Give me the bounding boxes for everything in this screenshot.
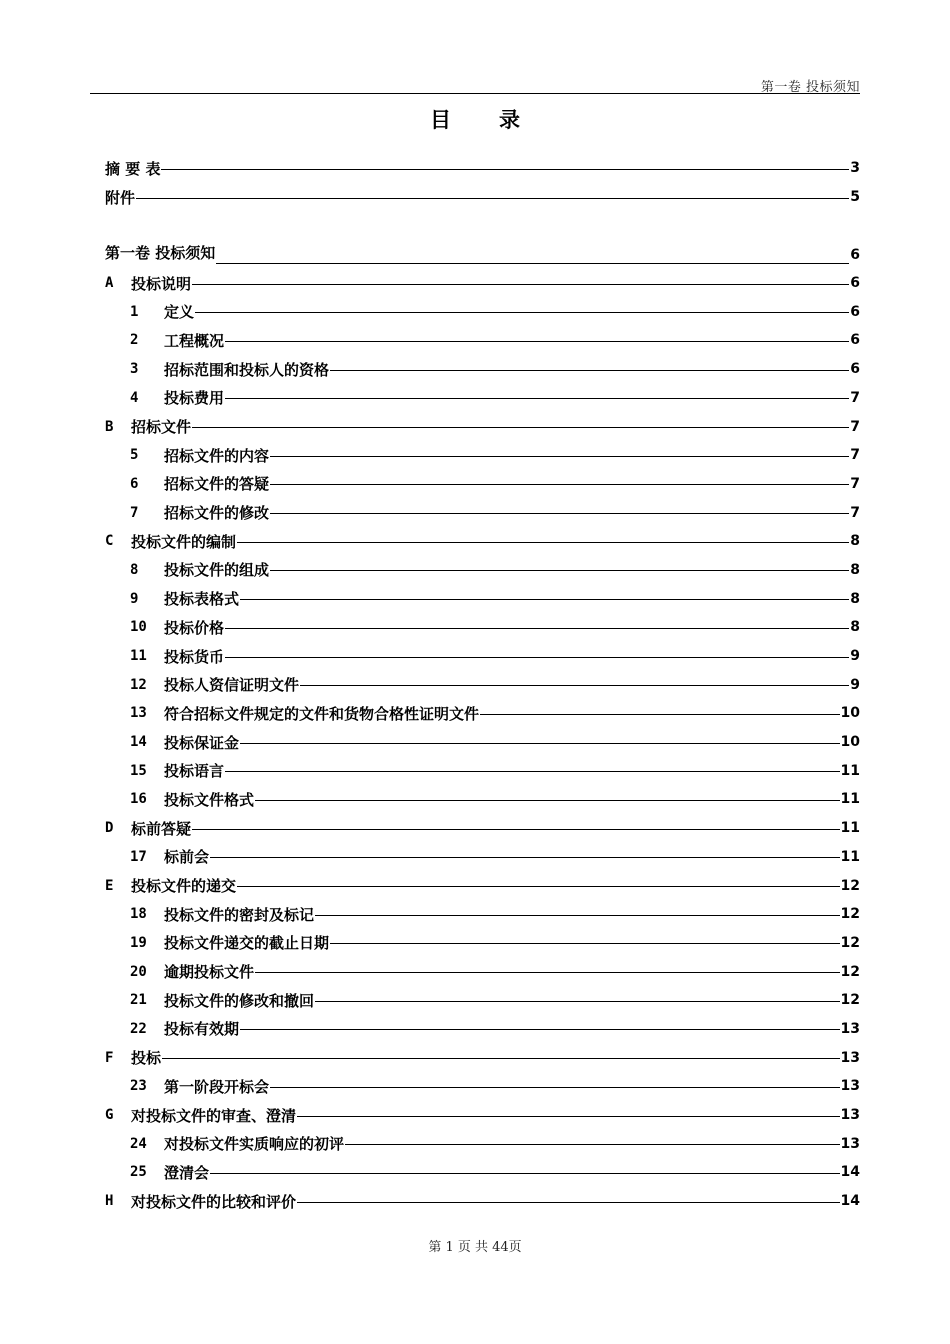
toc-entry[interactable] <box>105 1158 860 1187</box>
toc-entry-page: 6 <box>850 361 860 378</box>
toc-entry-page: 9 <box>850 648 860 665</box>
running-header: 第一卷 投标须知 <box>760 80 860 95</box>
toc-leader-line <box>192 284 849 285</box>
toc-entry-page: 10 <box>840 734 860 751</box>
toc-entry-number: 18 <box>130 906 147 923</box>
toc-entry-title: 逾期投标文件 <box>164 963 255 982</box>
toc-entry-title: 投标文件的组成 <box>164 561 270 580</box>
toc-entry-title: 投标语言 <box>164 762 225 781</box>
toc-leader-line <box>136 198 849 199</box>
toc-entry[interactable] <box>105 929 860 958</box>
toc-entry-number: 11 <box>130 648 147 665</box>
toc-entry[interactable] <box>105 900 860 929</box>
toc-leader-line <box>270 513 849 514</box>
toc-entry[interactable] <box>105 297 860 326</box>
toc-leader-line <box>210 1173 840 1174</box>
toc-entry[interactable] <box>105 211 860 268</box>
toc-entry-page: 11 <box>840 848 860 865</box>
toc-entry-page: 14 <box>840 1164 860 1181</box>
toc-entry-title: 第一阶段开标会 <box>164 1077 270 1096</box>
toc-entry-page: 11 <box>840 791 860 808</box>
toc-entry[interactable] <box>105 326 860 355</box>
toc-entry[interactable] <box>105 986 860 1015</box>
toc-entry[interactable] <box>105 1072 860 1101</box>
toc-entry[interactable] <box>105 412 860 441</box>
toc-entry-title: 投标文件的编制 <box>131 532 237 551</box>
toc-leader-line <box>237 542 849 543</box>
toc-leader-line <box>345 1144 840 1145</box>
toc-entry-number: 22 <box>130 1020 147 1037</box>
toc-entry[interactable] <box>105 871 860 900</box>
toc-entry-title: 投标保证金 <box>164 733 240 752</box>
toc-entry-page: 13 <box>840 1020 860 1037</box>
table-of-contents <box>105 154 860 1215</box>
toc-leader-line <box>297 1202 840 1203</box>
toc-leader-line <box>195 312 849 313</box>
toc-entry[interactable] <box>105 498 860 527</box>
toc-entry-number: 1 <box>130 303 139 320</box>
toc-entry-title: 投标货币 <box>164 647 225 666</box>
toc-entry-title: 投标价格 <box>164 618 225 637</box>
toc-entry-number: 21 <box>130 992 147 1009</box>
toc-entry-page: 8 <box>850 590 860 607</box>
toc-entry[interactable] <box>105 1043 860 1072</box>
toc-entry-number: 17 <box>130 848 147 865</box>
toc-entry-page: 6 <box>850 246 860 263</box>
toc-entry-title: 投标人资信证明文件 <box>164 676 300 695</box>
toc-leader-line <box>240 743 840 744</box>
toc-entry-number: 3 <box>130 361 139 378</box>
toc-entry[interactable] <box>105 556 860 585</box>
toc-entry[interactable] <box>105 613 860 642</box>
toc-entry[interactable] <box>105 814 860 843</box>
toc-entry[interactable] <box>105 1129 860 1158</box>
toc-entry[interactable] <box>105 355 860 384</box>
toc-entry-title: 标前会 <box>164 848 210 867</box>
toc-leader-line <box>240 1029 840 1030</box>
toc-entry-page: 13 <box>840 1049 860 1066</box>
toc-leader-line <box>225 628 849 629</box>
toc-leader-line <box>270 570 849 571</box>
toc-entry-number: H <box>105 1193 114 1210</box>
toc-leader-line <box>192 427 849 428</box>
toc-entry-number: 12 <box>130 676 147 693</box>
toc-entry-title: 澄清会 <box>164 1163 210 1182</box>
toc-entry-number: 13 <box>130 705 147 722</box>
toc-entry-title: 投标文件的递交 <box>131 877 237 896</box>
toc-entry[interactable] <box>105 843 860 872</box>
toc-entry-page: 11 <box>840 820 860 837</box>
toc-entry-page: 6 <box>850 275 860 292</box>
toc-entry-title: 投标有效期 <box>164 1020 240 1039</box>
toc-entry-title: 投标说明 <box>131 274 192 293</box>
toc-leader-line <box>480 714 840 715</box>
toc-entry-title: 对投标文件实质响应的初评 <box>164 1135 345 1154</box>
toc-entry-page: 5 <box>850 189 860 206</box>
toc-entry[interactable] <box>105 642 860 671</box>
toc-leader-line <box>216 263 849 264</box>
toc-entry[interactable] <box>105 785 860 814</box>
toc-entry-page: 6 <box>850 303 860 320</box>
toc-leader-line <box>330 370 849 371</box>
toc-entry-title: 投标文件的密封及标记 <box>164 905 315 924</box>
toc-entry-number: 24 <box>130 1135 147 1152</box>
toc-entry-number: 7 <box>130 504 139 521</box>
toc-entry-title: 投标表格式 <box>164 590 240 609</box>
toc-entry-number: 14 <box>130 734 147 751</box>
toc-entry-title: 招标文件的答疑 <box>164 475 270 494</box>
toc-leader-line <box>225 771 840 772</box>
toc-entry-number: D <box>105 820 114 837</box>
toc-entry-number: 15 <box>130 762 147 779</box>
toc-leader-line <box>192 829 840 830</box>
toc-entry[interactable] <box>105 584 860 613</box>
toc-entry-title: 招标文件 <box>131 418 192 437</box>
toc-entry-number: E <box>105 877 114 894</box>
toc-entry-number: 16 <box>130 791 147 808</box>
toc-leader-line <box>255 972 840 973</box>
toc-entry-title: 投标文件递交的截止日期 <box>164 934 330 953</box>
toc-entry[interactable] <box>105 1101 860 1130</box>
toc-entry-page: 12 <box>840 906 860 923</box>
toc-leader-line <box>225 341 849 342</box>
toc-entry-title: 附件 <box>105 188 136 207</box>
toc-entry-number: 9 <box>130 590 139 607</box>
toc-entry-page: 8 <box>850 533 860 550</box>
toc-entry-title: 符合招标文件规定的文件和货物合格性证明文件 <box>164 704 480 723</box>
toc-entry-title: 招标文件的内容 <box>164 446 270 465</box>
toc-entry-page: 10 <box>840 705 860 722</box>
toc-entry-page: 7 <box>850 389 860 406</box>
toc-leader-line <box>161 169 849 170</box>
toc-entry[interactable] <box>105 527 860 556</box>
toc-entry-number: B <box>105 418 114 435</box>
toc-entry-title: 第一卷 投标须知 <box>105 243 216 262</box>
toc-entry-number: 8 <box>130 561 139 578</box>
toc-entry-page: 6 <box>850 332 860 349</box>
toc-entry-page: 7 <box>850 475 860 492</box>
toc-entry-number: 20 <box>130 963 147 980</box>
toc-entry-number: 2 <box>130 332 139 349</box>
toc-entry-page: 12 <box>840 963 860 980</box>
toc-title: 目录 <box>430 108 568 132</box>
toc-leader-line <box>270 1087 840 1088</box>
toc-leader-line <box>237 886 840 887</box>
toc-entry[interactable] <box>105 384 860 413</box>
toc-entry-page: 13 <box>840 1078 860 1095</box>
toc-entry-title: 招标范围和投标人的资格 <box>164 360 330 379</box>
toc-entry-number: A <box>105 275 114 292</box>
toc-entry-page: 12 <box>840 934 860 951</box>
toc-entry[interactable] <box>105 183 860 212</box>
toc-entry-page: 12 <box>840 992 860 1009</box>
toc-leader-line <box>240 599 849 600</box>
toc-entry[interactable] <box>105 670 860 699</box>
toc-entry-number: 4 <box>130 389 139 406</box>
toc-entry-number: 6 <box>130 475 139 492</box>
toc-entry[interactable] <box>105 470 860 499</box>
toc-entry-page: 7 <box>850 447 860 464</box>
toc-entry[interactable] <box>105 154 860 183</box>
toc-entry-page: 3 <box>850 160 860 177</box>
toc-entry-number: 25 <box>130 1164 147 1181</box>
toc-entry-page: 14 <box>840 1193 860 1210</box>
toc-leader-line <box>315 1001 840 1002</box>
toc-entry-title: 投标文件格式 <box>164 790 255 809</box>
toc-entry[interactable] <box>105 1187 860 1216</box>
toc-entry-title: 投标 <box>131 1049 162 1068</box>
toc-entry-title: 对投标文件的审查、澄清 <box>131 1106 297 1125</box>
toc-entry-title: 对投标文件的比较和评价 <box>131 1192 297 1211</box>
toc-entry-title: 招标文件的修改 <box>164 504 270 523</box>
toc-entry-page: 7 <box>850 504 860 521</box>
toc-leader-line <box>300 685 849 686</box>
toc-entry-page: 8 <box>850 561 860 578</box>
toc-leader-line <box>270 456 849 457</box>
toc-leader-line <box>225 398 849 399</box>
toc-entry[interactable] <box>105 1015 860 1044</box>
toc-leader-line <box>270 484 849 485</box>
toc-entry-title: 摘 要 表 <box>105 159 161 178</box>
toc-leader-line <box>297 1116 840 1117</box>
toc-entry-title: 标前答疑 <box>131 819 192 838</box>
toc-entry-page: 13 <box>840 1135 860 1152</box>
toc-leader-line <box>225 657 849 658</box>
toc-entry-number: 23 <box>130 1078 147 1095</box>
toc-leader-line <box>210 857 840 858</box>
toc-entry-title: 定义 <box>164 303 195 322</box>
toc-leader-line <box>255 800 840 801</box>
toc-entry-page: 8 <box>850 619 860 636</box>
toc-entry-page: 7 <box>850 418 860 435</box>
toc-leader-line <box>315 915 840 916</box>
toc-entry-title: 投标费用 <box>164 389 225 408</box>
toc-entry-number: 5 <box>130 447 139 464</box>
toc-leader-line <box>330 943 840 944</box>
toc-entry-number: 19 <box>130 934 147 951</box>
toc-entry-number: G <box>105 1107 114 1124</box>
toc-entry-number: 10 <box>130 619 147 636</box>
toc-entry[interactable] <box>105 957 860 986</box>
toc-entry[interactable] <box>105 756 860 785</box>
toc-entry-page: 11 <box>840 762 860 779</box>
toc-entry-page: 13 <box>840 1107 860 1124</box>
toc-entry[interactable] <box>105 441 860 470</box>
toc-entry[interactable] <box>105 699 860 728</box>
toc-entry[interactable] <box>105 728 860 757</box>
toc-entry-page: 9 <box>850 676 860 693</box>
toc-entry-page: 12 <box>840 877 860 894</box>
toc-entry-number: F <box>105 1049 114 1066</box>
toc-entry-number: C <box>105 533 114 550</box>
toc-entry[interactable] <box>105 269 860 298</box>
toc-entry-title: 工程概况 <box>164 331 225 350</box>
header-rule <box>90 93 860 94</box>
toc-entry-title: 投标文件的修改和撤回 <box>164 991 315 1010</box>
page-footer: 第 1 页 共 44页 <box>428 1240 522 1255</box>
toc-leader-line <box>162 1058 840 1059</box>
